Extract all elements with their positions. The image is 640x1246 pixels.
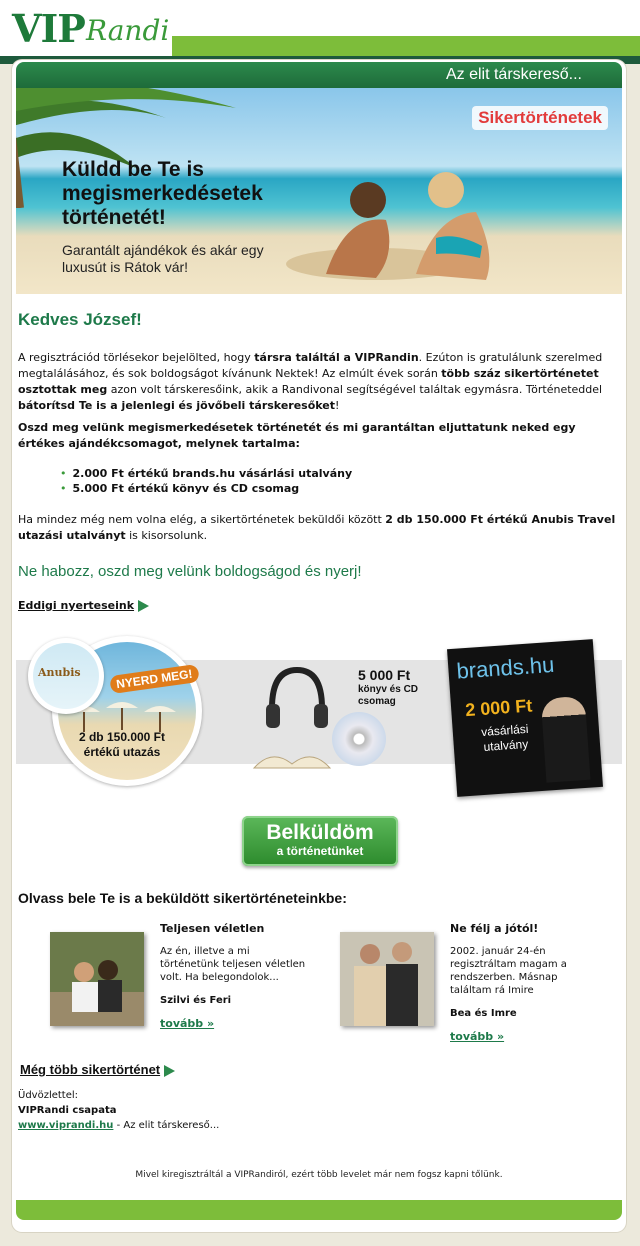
p3-text-a: Ha mindez még nem volna elég, a sikertörténetek beküldői között bbox=[18, 513, 386, 526]
greeting: Kedves József! bbox=[18, 310, 142, 329]
hero-title: Küldd be Te is megismerkedésetek történetét! bbox=[62, 158, 263, 229]
arrow-right-icon bbox=[164, 1065, 175, 1077]
story-names: Szilvi és Feri bbox=[160, 995, 232, 1006]
couple-image bbox=[286, 154, 516, 284]
viprandi-logo[interactable] bbox=[0, 0, 172, 56]
anubis-logo-text: Anubis bbox=[38, 666, 81, 679]
arrow-right-icon bbox=[138, 600, 149, 612]
p1-text-a: A regisztrációd törlésekor bejelölted, hogy bbox=[18, 351, 255, 364]
story-names: Bea és Imre bbox=[450, 1008, 517, 1019]
p3-text-c: is kisorsolunk. bbox=[125, 529, 208, 542]
brands-voucher[interactable] bbox=[447, 639, 603, 797]
p1-text-e: azon volt társkeresőink, akik a Randivonal segítségével találtak egymásra. Történeteddel bbox=[107, 383, 603, 396]
footer-bar bbox=[16, 1200, 622, 1220]
p1-bold-d: több száz sikertörténetet osztottak meg bbox=[18, 367, 599, 396]
gift-list bbox=[60, 466, 352, 496]
header-bar bbox=[16, 62, 622, 88]
headphones-image bbox=[262, 664, 332, 734]
winners-link-label[interactable]: Eddigi nyerteseink bbox=[18, 599, 135, 612]
signature bbox=[18, 1088, 219, 1133]
top-green-bar bbox=[172, 36, 640, 56]
story-excerpt: Az én, illetve a mi történetünk teljesen véletlen volt. Ha belegondolok... bbox=[160, 946, 306, 983]
submit-button-line1: Belküldöm bbox=[266, 821, 374, 844]
p3-bold-b: 2 db 150.000 Ft értékű Anubis Travel utazási utalványt bbox=[18, 513, 616, 542]
book-cd-value: 5 000 Ft bbox=[358, 667, 411, 683]
more-stories-label[interactable]: Még több sikertörténet bbox=[20, 1062, 161, 1077]
brands-logo: brands.hu bbox=[455, 651, 556, 684]
logo-randi: Randi bbox=[86, 14, 170, 47]
story-title: Teljesen véletlen bbox=[160, 922, 265, 935]
story-more-link[interactable]: tovább » bbox=[160, 1017, 215, 1030]
list-item-text: 2.000 Ft értékű brands.hu vásárlási utalvány bbox=[72, 467, 353, 480]
signature-greeting: Üdvözlettel: bbox=[18, 1090, 79, 1101]
winners-link[interactable] bbox=[18, 598, 149, 614]
p1-text-c: . Ezúton is gratulálunk szerelmed megtalálásához, és sok boldogságot kívánunk Nektek! Az elmúlt évek során bbox=[18, 351, 603, 380]
book-cd-desc: könyv és CD csomag bbox=[358, 684, 419, 707]
p1-bold-b: társra találtál a VIPRandin bbox=[254, 351, 419, 364]
story-photo[interactable] bbox=[50, 932, 144, 1026]
submit-story-button[interactable] bbox=[242, 816, 398, 866]
draw-paragraph bbox=[18, 512, 618, 544]
offer-paragraph: Oszd meg velünk megismerkedésetek történetét és mi garantáltan eljuttatunk neked egy értékes ajándékcsomagot, melynek tartalma: bbox=[18, 421, 576, 450]
cd-disc-image bbox=[332, 712, 386, 766]
footer bbox=[16, 1162, 622, 1220]
story-photo-image-2 bbox=[340, 932, 434, 1026]
list-item: • 5.000 Ft értékű könyv és CD csomag bbox=[60, 482, 300, 495]
list-item-text: 5.000 Ft értékű könyv és CD csomag bbox=[72, 482, 300, 495]
brands-desc: vásárlási utalvány bbox=[480, 721, 529, 754]
stories-heading: Olvass bele Te is a beküldött sikertörténeteinkbe: bbox=[18, 890, 347, 906]
list-item: • 2.000 Ft értékű brands.hu vásárlási utalvány bbox=[60, 467, 353, 480]
cta-text: Ne habozz, oszd meg velünk boldogságod és nyerj! bbox=[18, 563, 362, 580]
hero-subtitle: Garantált ajándékok és akár egy luxusút is Rátok vár! bbox=[62, 242, 264, 275]
footer-note: Mivel kiregisztráltál a VIPRandiról, ezért több levelet már nem fogsz kapni tőlünk. bbox=[135, 1170, 503, 1180]
story-photo[interactable] bbox=[340, 932, 434, 1026]
story-card bbox=[160, 922, 310, 1031]
hero-banner[interactable] bbox=[16, 88, 622, 294]
open-book-image bbox=[252, 742, 332, 772]
story-more-link[interactable]: tovább » bbox=[450, 1030, 505, 1043]
travel-prize-label: 2 db 150.000 Ft értékű utazás bbox=[78, 730, 166, 759]
p1-text-g: ! bbox=[335, 399, 340, 412]
model-image bbox=[541, 696, 591, 783]
intro-paragraph bbox=[18, 350, 618, 414]
brands-value: 2 000 Ft bbox=[464, 695, 533, 721]
success-stories-badge: Sikertörténetek bbox=[472, 106, 608, 130]
win-badge: NYERD MEG! bbox=[109, 664, 199, 694]
story-photo-image-1 bbox=[50, 932, 144, 1026]
more-stories-link[interactable] bbox=[20, 1062, 175, 1077]
book-cd-prize bbox=[358, 666, 428, 708]
signature-team: VIPRandi csapata bbox=[18, 1105, 117, 1116]
header-tagline: Az elit társkereső... bbox=[445, 66, 582, 83]
signature-tagline: - Az elit társkereső... bbox=[113, 1120, 220, 1131]
story-title: Ne félj a jótól! bbox=[450, 922, 539, 935]
story-card bbox=[450, 922, 600, 1044]
story-excerpt: 2002. január 24-én regisztráltam magam a rendszerben. Másnap találtam rá Imire bbox=[450, 946, 567, 996]
submit-button-line2: a történetünket bbox=[276, 844, 364, 858]
anubis-logo bbox=[28, 638, 104, 714]
p1-bold-f: bátorítsd Te is a jelenlegi és jövőbeli társkeresőket bbox=[18, 399, 336, 412]
site-link[interactable]: www.viprandi.hu bbox=[18, 1120, 114, 1131]
logo-vip: VIP bbox=[12, 6, 85, 51]
